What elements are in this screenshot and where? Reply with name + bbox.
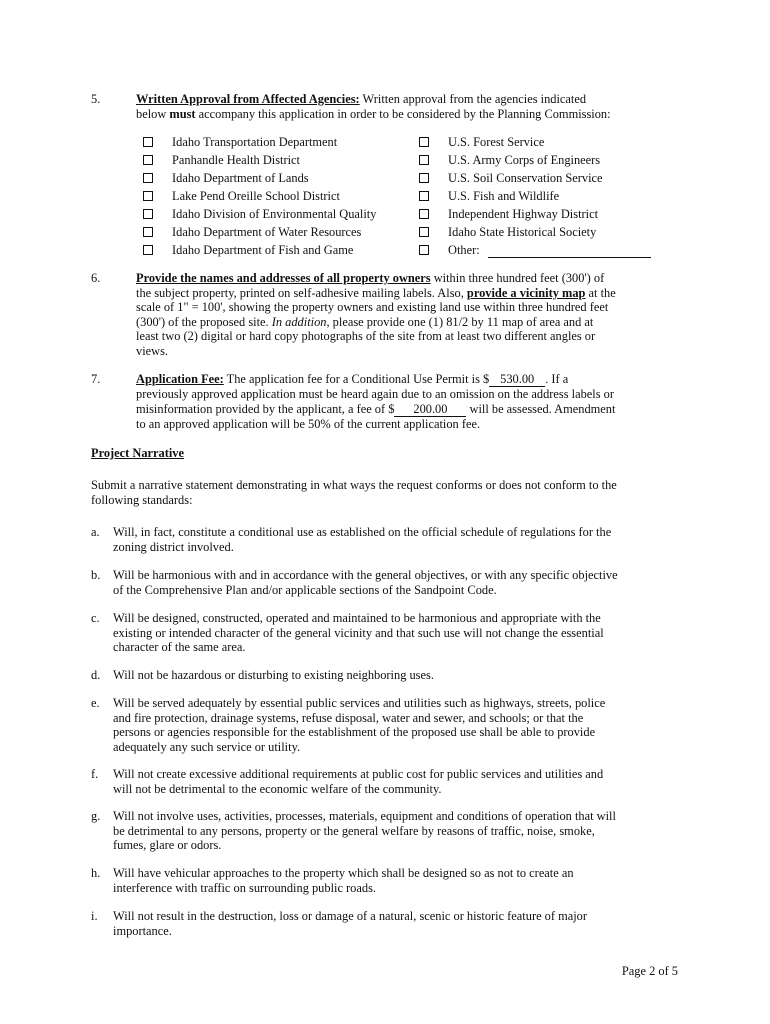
checkbox-water-resources[interactable] [143, 225, 159, 239]
standard-label: f. [91, 767, 99, 781]
agency-label: Independent Highway District [448, 207, 599, 221]
standard-line: will not be detrimental to the economic welfare of the community. [113, 781, 442, 796]
section-7-heading: Application Fee: [136, 372, 224, 386]
standard-line: Will be served adequately by essential public services and utilities such as highways, streets, police [113, 696, 606, 710]
checkbox-forest-service[interactable] [419, 135, 435, 149]
section-7-line3a: misinformation provided by the applicant, a fee of $ [136, 401, 395, 416]
checkbox-fish-and-wildlife[interactable] [419, 189, 435, 203]
standard-line: Will, in fact, constitute a conditional use as established on the official schedule of regulations for the [113, 525, 612, 539]
checkbox-army-corps[interactable] [419, 153, 435, 167]
project-narrative-heading: Project Narrative [91, 446, 184, 460]
standard-label: i. [91, 909, 98, 923]
section-5-heading: Written Approval from Affected Agencies: [136, 92, 360, 106]
in-addition-emphasis: In addition [271, 314, 327, 329]
standard-item-c [113, 611, 691, 655]
checkbox-highway-district[interactable] [419, 207, 435, 221]
standard-line: existing or intended character of the general vicinity and that such use will not change the essential [113, 625, 604, 640]
standard-item-g [113, 809, 691, 853]
section-7-text [136, 372, 684, 431]
section-7-line4: to an approved application will be 50% of the current application fee. [136, 416, 481, 431]
section-7-text-a: The application fee for a Conditional Use Permit is $ [223, 372, 490, 386]
checkbox-soil-conservation[interactable] [419, 171, 435, 185]
section-6-text-a: within three hundred feet (300') of [430, 271, 605, 285]
standard-label: c. [91, 611, 100, 625]
section-6-number: 6. [91, 271, 101, 285]
checkbox-environmental-quality[interactable] [143, 207, 159, 221]
standard-label: b. [91, 568, 101, 582]
standard-line: Will not create excessive additional requirements at public cost for public services and utilities and [113, 767, 604, 781]
section-7-line2: previously approved application must be heard again due to an omission on the address labels or [136, 387, 614, 401]
checkbox-idaho-lands[interactable] [143, 171, 159, 185]
checkbox-historical-society[interactable] [419, 225, 435, 239]
standard-line: of the Comprehensive Plan and/or applicable sections of the Sandpoint Code. [113, 582, 497, 597]
checkbox-idaho-transportation[interactable] [143, 135, 159, 149]
agency-label: Panhandle Health District [172, 153, 301, 167]
standard-label: d. [91, 668, 101, 682]
agency-label: Idaho Transportation Department [172, 135, 338, 149]
standard-line: Will not be hazardous or disturbing to existing neighboring uses. [113, 668, 434, 682]
must-emphasis: must [169, 106, 196, 121]
agency-label: Idaho Department of Water Resources [172, 225, 362, 239]
standard-line: Will not result in the destruction, loss or damage of a natural, scenic or historic feature of major [113, 909, 587, 923]
omission-fee-field[interactable]: 200.00 [394, 403, 466, 417]
section-6-line2b: at the [585, 285, 616, 300]
narrative-intro-line: following standards: [91, 492, 193, 507]
standard-line: adequately any such service or utility. [113, 739, 301, 754]
standard-item-f [113, 767, 691, 796]
agency-label: Idaho Department of Fish and Game [172, 243, 354, 257]
standard-line: Will have vehicular approaches to the property which shall be designed so as not to create an [113, 866, 574, 880]
section-6-line4a: (300') of the proposed site. [136, 314, 272, 329]
agency-label: U.S. Army Corps of Engineers [448, 153, 601, 167]
section-5-text-c: accompany this application in order to be considered by the Planning Commission: [195, 106, 611, 121]
agency-label: U.S. Soil Conservation Service [448, 171, 603, 185]
standard-line: character of the same area. [113, 640, 246, 655]
section-6-line5: least two (2) digital or hard copy photographs of the site from at least two different angles or [136, 329, 596, 344]
section-7-number: 7. [91, 372, 101, 386]
section-6-text [136, 271, 684, 359]
agency-label: U.S. Fish and Wildlife [448, 189, 560, 203]
standard-line: fumes, glare or odors. [113, 838, 222, 853]
standard-item-d [113, 668, 691, 683]
section-7-text-b: . If a [545, 372, 569, 386]
standard-item-b [113, 568, 691, 597]
standard-item-h [113, 866, 691, 895]
section-6-line2a: the subject property, printed on self-adhesive mailing labels. Also, [136, 285, 467, 300]
page-number: Page 2 of 5 [621, 964, 678, 978]
standard-line: Will not involve uses, activities, processes, materials, equipment and conditions of operation that will [113, 809, 616, 823]
standard-item-a [113, 525, 691, 554]
conditional-use-fee-field[interactable]: 530.00 [489, 373, 545, 387]
other-agency-field[interactable] [488, 244, 651, 258]
standard-label: a. [91, 525, 100, 539]
standard-label: h. [91, 866, 101, 880]
section-6-line6: views. [136, 343, 169, 358]
standard-label: e. [91, 696, 100, 710]
checkbox-lake-pend-oreille[interactable] [143, 189, 159, 203]
section-6-line3: scale of 1" = 100', showing the property owners and existing land use within three hundred feet [136, 300, 609, 315]
narrative-intro [91, 478, 691, 507]
standard-line: Will be harmonious with and in accordance with the general objectives, or with any specific objective [113, 568, 618, 582]
standard-line: importance. [113, 923, 172, 938]
checkbox-other[interactable] [419, 243, 435, 257]
standard-line: persons or agencies responsible for the establishment of the proposed use shall be able to provide [113, 725, 596, 740]
standard-line: and fire protection, drainage systems, refuse disposal, water and sewer, and schools; or that the [113, 710, 584, 725]
standard-line: be detrimental to any persons, property or the general welfare by reasons of traffic, noise, smoke, [113, 823, 595, 838]
section-6-line4b: , please provide one (1) 81/2 by 11 map of area and at [326, 314, 594, 329]
section-6-heading: Provide the names and addresses of all property owners [136, 271, 431, 285]
standard-line: interference with traffic on surrounding public roads. [113, 880, 376, 895]
agency-label: U.S. Forest Service [448, 135, 545, 149]
standard-item-e [113, 696, 691, 754]
agency-label: Idaho Division of Environmental Quality [172, 207, 377, 221]
standard-item-i [113, 909, 691, 938]
agency-label: Idaho State Historical Society [448, 225, 597, 239]
section-5-number: 5. [91, 92, 101, 106]
agency-label: Other: [448, 243, 480, 257]
agency-label: Idaho Department of Lands [172, 171, 309, 185]
standard-line: Will be designed, constructed, operated and maintained to be harmonious and appropriate with the [113, 611, 601, 625]
standard-line: zoning district involved. [113, 539, 234, 554]
section-5-text [136, 92, 684, 121]
standard-label: g. [91, 809, 101, 823]
narrative-intro-line: Submit a narrative statement demonstrating in what ways the request conforms or does not conform to the [91, 478, 617, 492]
section-5-text-b: below [136, 106, 170, 121]
checkbox-fish-and-game[interactable] [143, 243, 159, 257]
agency-label: Lake Pend Oreille School District [172, 189, 340, 203]
section-7-line3b: will be assessed. Amendment [466, 401, 616, 416]
vicinity-map-emphasis: provide a vicinity map [466, 285, 586, 300]
section-5-text-a: Written approval from the agencies indicated [359, 92, 587, 106]
checkbox-panhandle-health[interactable] [143, 153, 159, 167]
